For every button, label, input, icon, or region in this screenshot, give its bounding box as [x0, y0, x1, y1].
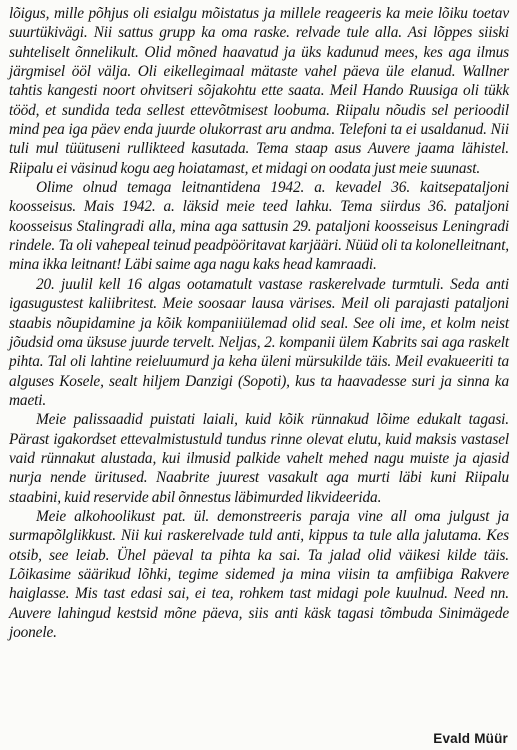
paragraph-1: lõigus, mille põhjus oli esialgu mõistatus ja millele reageeris ka meie lõiku toetav suurtükivägi. Nii sattus grupp ka oma raske. relvade tule alla. Asi lõppes siiski suhteliselt õnnelikult. Olid mõned haavatud ja üks kadunud mees, kes aga ilmus järgmisel ööl välja. Oli eikellegimaal mätaste vahel päeva üle elanud. Wallner tahtis kangesti noort ohvitseri sõjakohtu ette saata. Meil Hando Ruusiga oli tükk tööd, et sundida teda sellest ettevõtmisest loobuma. Riipalu nõudis sel perioodil mind pea iga päev enda juurde olukorrast aru andma. Telefoni ta ei usaldanud. Nii tuli mul tüütuseni rullikteed kasutada. Tema staap asus Auvere jaama lähistel. Riipalu ei väsinud kogu aeg hoiatamast, et midagi on oodata just meie suunast.	[9, 5, 509, 177]
paragraph-3: 20. juulil kell 16 algas ootamatult vastase raskerelvade turmtuli. Seda anti igasugustest kaliibritest. Meie soosaar lausa värises. Meil oli parajasti pataljoni staabis nõupidamine ja kõik kompaniiülemad olid seal. See oli ime, et kolm neist jõudsid oma üksuse juurde tervelt. Neljas, 2. kompanii ülem Kabrits sai aga raskelt pihta. Tal oli lahtine reieluumurd ja keha üleni mürsukilde täis. Meil evakueeriti ta alguses Kosele, sealt hiljem Danzigi (Sopoti), kus ta haavadesse suri ja sinna ka maeti.	[9, 275, 509, 409]
paragraph-4: Meie palissaadid puistati laiali, kuid kõik rünnakud lõime edukalt tagasi. Pärast igakordset ettevalmistustuld tundus rinne olevat elutu, kuid maksis vastasel vaid rünnakut alustada, kui ilmusid palkide vahelt mehed nagu muiste ja ajasid nurja nende üritused. Naabrite juurest vasakult aga murti läbi kuni Riipalu staabini, kuid reservide abil õnnestus läbimurded likvideerida.	[9, 411, 509, 506]
article-body	[9, 4, 509, 642]
author-signature: Evald Müür	[433, 731, 508, 746]
paragraph-2: Olime olnud temaga leitnantidena 1942. a. kevadel 36. kaitsepataljoni koosseisus. Mais 1942. a. läksid meie teed lahku. Tema siirdus 36. pataljoni koosseisus Stalingradi alla, mina aga sattusin 29. pataljoni koosseisus Leningradi rindele. Ta oli vahepeal teinud peadpööritavat karjääri. Nüüd oli ta kolonelleitnant, mina ikka leitnant! Läbi saime aga nagu kaks head kamraadi.	[9, 179, 509, 274]
paragraph-5: Meie alkohoolikust pat. ül. demonstreeris paraja vine all oma julgust ja surmapõlglikkust. Nii kui raskerelvade tuld anti, kippus ta tule alla jalutama. Kes otsib, see leiab. Ühel päeval ta pihta ka sai. Ta jalad olid väikesi kilde täis. Lõikasime säärikud lõhki, tegime sidemed ja mina viisin ta amfiibiga Rakvere haiglasse. Mis tast edasi sai, ei tea, rohkem tast midagi pole kuulnud. Need nn. Auvere lahingud kestsid mõne päeva, siis anti käsk tagasi tõmbuda Sinimägede joonele.	[9, 507, 509, 641]
